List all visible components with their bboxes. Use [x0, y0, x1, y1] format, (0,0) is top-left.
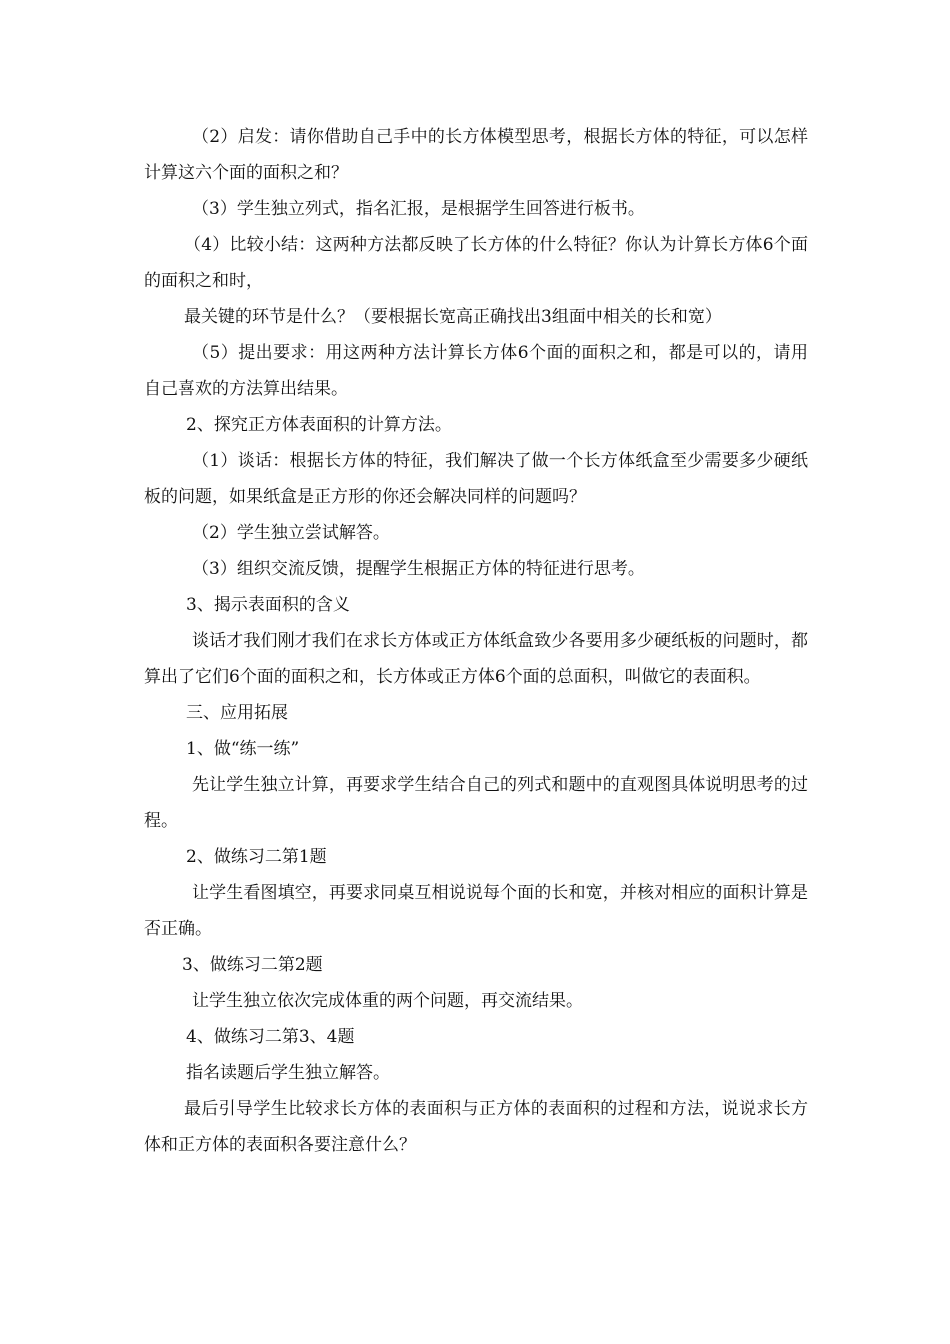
paragraph-exercise-2-3-4: 指名读题后学生独立解答。 — [186, 1063, 390, 1083]
paragraph-key-step: 最关键的环节是什么？（要根据长宽高正确找出3组面中相关的长和宽） — [184, 307, 722, 327]
heading-surface-area-meaning: 3、揭示表面积的含义 — [186, 595, 350, 615]
paragraph-compare-summary: （4）比较小结：这两种方法都反映了长方体的什么特征？你认为计算长方体6个面的面积之和时， — [144, 235, 808, 291]
paragraph-conclusion: 最后引导学生比较求长方体的表面积与正方体的表面积的过程和方法，说说求长方体和正方体的表面积各要注意什么？ — [144, 1099, 808, 1155]
heading-application: 三、应用拓展 — [186, 703, 288, 723]
paragraph-inspire: （2）启发：请你借助自己手中的长方体模型思考，根据长方体的特征，可以怎样计算这六个面的面积之和？ — [144, 127, 808, 183]
paragraph-exercise-2-1: 让学生看图填空，再要求同桌互相说说每个面的长和宽，并核对相应的面积计算是否正确。 — [144, 883, 808, 939]
heading-exercise-2-1: 2、做练习二第1题 — [186, 847, 327, 867]
document-page — [144, 119, 808, 1163]
paragraph-exercise-2-2: 让学生独立依次完成体重的两个问题，再交流结果。 — [192, 991, 583, 1011]
paragraph-list-formula: （3）学生独立列式，指名汇报，是根据学生回答进行板书。 — [192, 199, 645, 219]
heading-explore-cube: 2、探究正方体表面积的计算方法。 — [186, 415, 452, 435]
paragraph-practice-1: 先让学生独立计算，再要求学生结合自己的列式和题中的直观图具体说明思考的过程。 — [144, 775, 808, 831]
heading-exercise-2-2: 3、做练习二第2题 — [182, 955, 323, 975]
paragraph-feedback: （3）组织交流反馈，提醒学生根据正方体的特征进行思考。 — [192, 559, 645, 579]
paragraph-talk: （1）谈话：根据长方体的特征，我们解决了做一个长方体纸盒至少需要多少硬纸板的问题，如果纸盒是正方形的你还会解决同样的问题吗？ — [144, 451, 808, 507]
paragraph-try-solve: （2）学生独立尝试解答。 — [192, 523, 390, 543]
heading-exercise-2-3-4: 4、做练习二第3、4题 — [186, 1027, 355, 1047]
paragraph-surface-area-definition: 谈话才我们刚才我们在求长方体或正方体纸盒致少各要用多少硬纸板的问题时，都算出了它们6个面的面积之和，长方体或正方体6个面的总面积，叫做它的表面积。 — [144, 631, 808, 687]
paragraph-requirement: （5）提出要求：用这两种方法计算长方体6个面的面积之和，都是可以的，请用自己喜欢的方法算出结果。 — [144, 343, 808, 399]
heading-practice-1: 1、做“练一练” — [186, 739, 300, 759]
